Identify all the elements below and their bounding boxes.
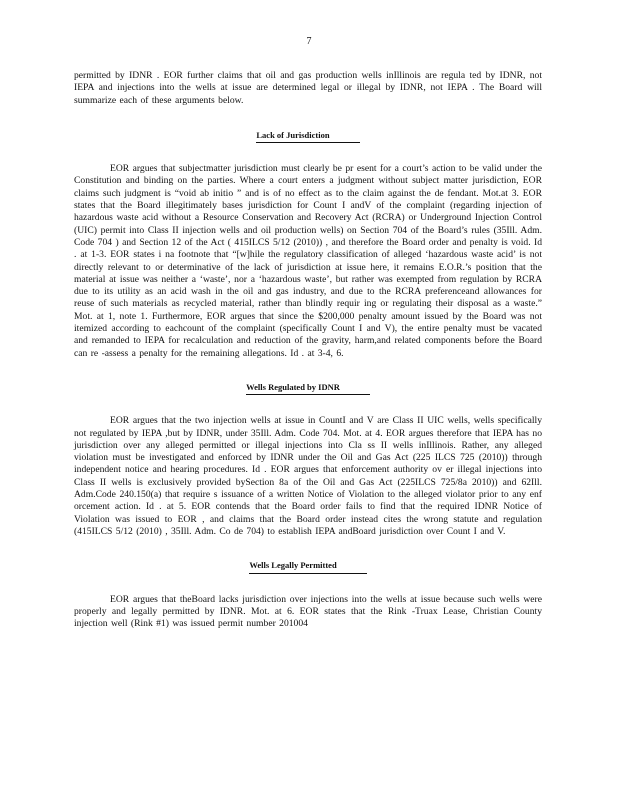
paragraph: EOR argues that theBoard lacks jurisdiction over injections into the wells at issue because such wells were properly and legally permitted by IDNR. Mot. at 6. EOR states that the Rink -Truax Lease, Christian County injection well (Rink #1) was issued permit number 201004	[74, 593, 542, 630]
page-number: 7	[306, 36, 312, 47]
section-heading: Wells Legally Permitted	[74, 559, 542, 573]
section-heading: Lack of Jurisdiction	[74, 129, 542, 143]
paragraph: EOR argues that the two injection wells at issue in CountI and V are Class II UIC wells, wells specifically not regulated by IEPA ,but by IDNR, under 35Ill. Adm. Code 704. Mot. at 4. EOR argues therefore that IEPA has no jurisdiction over any alleged permitted or illegal injections into Cla ss II wells inIllinois. Rather, any alleged violation must be investigated and enforced by IDNR under the Oil and Gas Act (225 ILCS 725 (2010)) through independent notice and hearing procedures. Id . EOR argues that enforcement authority ov er illegal injections into Class II wells is exclusively provided bySection 8a of the Oil and Gas Act (225ILCS 725/8a 2010)) and 62Ill. Adm.Code 240.150(a) that require s issuance of a written Notice of Violation to the alleged violator prior to any enf orcement action. Id . at 5. EOR contends that the Board order fails to find that the required IDNR Notice of Violation was issued to EOR , and claims that the Board order instead cites the wrong statute and regulation (415ILCS 5/12 (2010) , 35Ill. Adm. Co de 704) to establish IEPA andBoard jurisdiction over Count I and V.	[74, 415, 542, 537]
paragraph: EOR argues that subjectmatter jurisdiction must clearly be pr esent for a court’s action to be valid under the Constitution and binding on the parties. Where a court enters a judgment without subject matter jurisdiction, EOR claims such judgment is “void ab initio ” and is of no effect as to the claim against the de fendant. Mot.at 3. EOR states that the Board illegitimately bases jurisdiction for Count I andV of the complaint (regarding injection of hazardous waste acid without a Resource Conservation and Recovery Act (RCRA) or Underground Injection Control (UIC) permit into Class II injection wells and oil production wells) on Section 704 of the Board’s rules (35Ill. Adm. Code 704 ) and Section 12 of the Act ( 415ILCS 5/12 (2010)) , and therefore the Board order and penalty is void. Id . at 1-3. EOR states i na footnote that “[w]hile the regulatory classification of alleged ‘hazardous waste acid’ is not directly relevant to or determinative of the lack of jurisdiction at issue here, it remains E.O.R.’s position that the material at issue was neither a ‘waste’, nor a ‘hazardous waste’, but rather was exempted from regulation by RCRA due to its utility as an acid wash in the oil and gas industry, and due to the RCRA preferenceand allowances for reuse of such materials as recycled material, rather than blindly requir ing or regulating their disposal as a waste.” Mot. at 1, note 1. Furthermore, EOR argues that since the $200,000 penalty amount issued by the Board was not itemized according to eachcount of the complaint (specifically Count I and V), the entire penalty must be vacated and remanded to IEPA for recalculation and reduction of the gravity, harm,and related components before the Board can re -assess a penalty for the remaining allegations. Id . at 3-4, 6.	[74, 163, 542, 359]
intro-paragraph: permitted by IDNR . EOR further claims that oil and gas production wells inIllinois are regula ted by IDNR, not IEPA and injections into the wells at issue are determined legal or illegal by IDNR, not IEPA . The Board will summarize each of these arguments below.	[74, 70, 542, 106]
document-body	[74, 70, 542, 630]
section-heading: Wells Regulated by IDNR	[74, 381, 542, 395]
